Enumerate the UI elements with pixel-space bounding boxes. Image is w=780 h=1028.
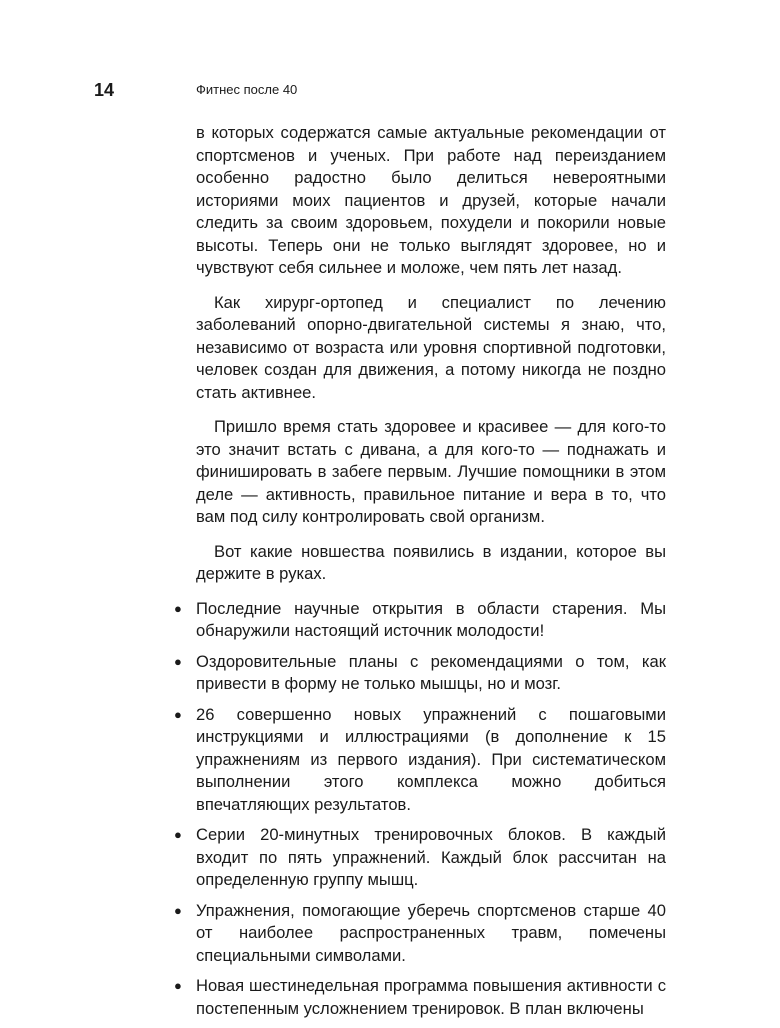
list-item [174,598,666,643]
list-item-text: Последние научные открытия в области старения. Мы обнаружили настоящий источник молодости! [196,598,666,640]
list-item-text: Упражнения, помогающие уберечь спортсменов старше 40 от наиболее распространенных травм, помечены специальными символами. [196,900,666,965]
list-item-text: Новая шестинедельная программа повышения активности с постепенным усложнением тренировок. В план включены [196,976,666,1018]
bullet-icon: ● [174,706,182,722]
paragraph-surgeon: Как хирург-ортопед и специалист по лечению заболеваний опорно-двигательной системы я знаю, что, независимо от возраста или уровня спортивной подготовки, человек создан для движения, а потому никогда не поздно стать активнее. [196,292,666,402]
paragraph-time-to-be-healthier: Пришло время стать здоровее и красивее — для кого-то это значит встать с дивана, а для кого-то — поднажать и финишировать в забеге первым. Лучшие помощники в этом деле — активность, правильное питание и вера в то, что вам под силу контролировать свой организм. [196,417,666,526]
body-text [174,122,666,1028]
list-item-text: 26 совершенно новых упражнений с пошаговыми инструкциями и иллюстрациями (в дополнение к 15 упражнениям из первого издания). При систематическом выполнении этого комплекса можно добиться впечатляющих результатов. [196,704,666,814]
list-item [174,824,666,892]
bullet-icon: ● [174,902,182,918]
bullet-icon: ● [174,600,182,616]
new-features-list [174,598,666,1021]
list-item [174,704,666,817]
list-item [174,651,666,696]
paragraph-list-intro: Вот какие новшества появились в издании, которое вы держите в руках. [196,541,666,583]
bullet-icon: ● [174,653,182,669]
list-item [174,975,666,1020]
list-item [174,900,666,968]
page-number: 14 [94,80,115,100]
paragraph-continuation: в которых содержатся самые актуальные рекомендации от спортсменов и ученых. При работе над переизданием особенно радостно было делиться невероятными историями моих пациентов и друзей, которые начали следить за своим здоровьем, похудели и покорили новые высоты. Теперь они не только выглядят здоровее, но и чувствуют себя сильнее и моложе, чем пять лет назад. [196,123,666,277]
bullet-icon: ● [174,978,182,993]
list-item-text: Оздоровительные планы с рекомендациями о том, как привести в форму не только мышцы, но и мозг. [196,651,666,693]
list-item-text: Серии 20-минутных тренировочных блоков. В каждый входит по пять упражнений. Каждый блок рассчитан на определенную группу мышц. [196,825,666,889]
bullet-icon: ● [174,827,182,842]
running-title: Фитнес после 40 [196,82,298,97]
